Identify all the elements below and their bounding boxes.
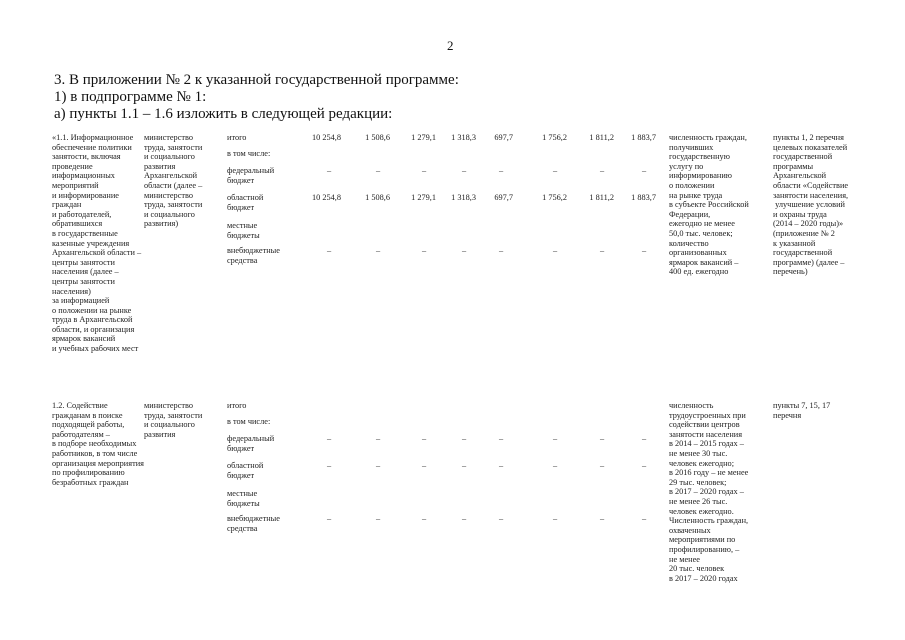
page-number: 2	[447, 38, 454, 53]
empty-value-dash: –	[422, 461, 427, 470]
executor-cell: министерство труда, занятости и социального развития	[144, 401, 203, 439]
empty-value-dash: –	[642, 434, 647, 443]
activity-cell: 1.2. Содействие гражданам в поиске подходящей работы, работодателям – в подборе необходимых работников, в том числе организация мероприятия по профилированию безработных граждан	[52, 401, 144, 487]
empty-value-dash: –	[422, 166, 427, 175]
funding-source-label: местные бюджеты	[227, 221, 260, 240]
empty-value-dash: –	[553, 246, 558, 255]
heading-line-2: 1) в подпрограмме № 1:	[54, 89, 207, 105]
empty-value-dash: –	[600, 514, 605, 523]
funding-source-label: в том числе:	[227, 149, 271, 158]
empty-value-dash: –	[327, 434, 332, 443]
funding-value: 1 508,6	[365, 133, 390, 142]
funding-value: 10 254,8	[311, 133, 341, 142]
funding-value: 1 883,7	[631, 133, 656, 142]
funding-value: 1 279,1	[411, 193, 436, 202]
funding-value: 1 508,6	[365, 193, 390, 202]
funding-source-label: внебюджетные средства	[227, 514, 280, 533]
empty-value-dash: –	[499, 514, 504, 523]
indicator-cell: численность трудоустроенных при содействии центров занятости населения в 2014 – 2015 годах – не менее 30 тыс. человек ежегодно; в 2016 году – не менее 29 тыс. человек; в 2017 – 2020 годах – не менее 26 тыс. человек ежегодно. Численность граждан, охваченных мероприятиями по профилированию, – не менее 20 тыс. человек в 2017 – 2020 годах	[669, 401, 749, 583]
funding-source-label: областной бюджет	[227, 461, 264, 480]
funding-source-label: внебюджетные средства	[227, 246, 280, 265]
funding-value: 1 883,7	[631, 193, 656, 202]
empty-value-dash: –	[642, 246, 647, 255]
indicator-cell: численность граждан, получивших государственную услугу по информированию о положении на рынке труда в субъекте Российской Федерации, ежегодно не менее 50,0 тыс. человек; количество организованных ярмарок вакансий – 400 ед. ежегодно	[669, 133, 749, 277]
empty-value-dash: –	[600, 461, 605, 470]
empty-value-dash: –	[462, 461, 467, 470]
empty-value-dash: –	[553, 166, 558, 175]
empty-value-dash: –	[642, 514, 647, 523]
empty-value-dash: –	[376, 514, 381, 523]
empty-value-dash: –	[422, 434, 427, 443]
funding-value: 10 254,8	[311, 193, 341, 202]
empty-value-dash: –	[600, 434, 605, 443]
empty-value-dash: –	[642, 166, 647, 175]
empty-value-dash: –	[462, 434, 467, 443]
empty-value-dash: –	[600, 246, 605, 255]
heading-line-1: 3. В приложении № 2 к указанной государственной программе:	[54, 72, 459, 88]
funding-source-label: итого	[227, 133, 247, 142]
empty-value-dash: –	[422, 246, 427, 255]
funding-source-label: областной бюджет	[227, 193, 264, 212]
funding-value: 1 279,1	[411, 133, 436, 142]
funding-value: 1 811,2	[589, 133, 614, 142]
empty-value-dash: –	[422, 514, 427, 523]
funding-value: 697,7	[494, 193, 513, 202]
funding-value: 1 811,2	[589, 193, 614, 202]
empty-value-dash: –	[376, 434, 381, 443]
empty-value-dash: –	[327, 461, 332, 470]
empty-value-dash: –	[376, 246, 381, 255]
heading-line-3: а) пункты 1.1 – 1.6 изложить в следующей редакции:	[54, 106, 393, 122]
empty-value-dash: –	[376, 166, 381, 175]
target-link-cell: пункты 1, 2 перечня целевых показателей государственной программы Архангельской области «Содействие занятости населения, улучшение условий и охраны труда (2014 – 2020 годы)» (приложение № 2 к указанной государственной программе) (далее – перечень)	[773, 133, 849, 277]
empty-value-dash: –	[499, 246, 504, 255]
funding-source-label: местные бюджеты	[227, 489, 260, 508]
funding-value: 1 318,3	[451, 133, 476, 142]
empty-value-dash: –	[553, 461, 558, 470]
funding-source-label: федеральный бюджет	[227, 166, 275, 185]
empty-value-dash: –	[462, 166, 467, 175]
funding-source-label: в том числе:	[227, 417, 271, 426]
empty-value-dash: –	[499, 434, 504, 443]
funding-value: 697,7	[494, 133, 513, 142]
funding-value: 1 756,2	[542, 133, 567, 142]
empty-value-dash: –	[553, 514, 558, 523]
empty-value-dash: –	[499, 461, 504, 470]
funding-source-label: федеральный бюджет	[227, 434, 275, 453]
empty-value-dash: –	[376, 461, 381, 470]
empty-value-dash: –	[642, 461, 647, 470]
activity-cell: «1.1. Информационное обеспечение политики занятости, включая проведение информационных мероприятий и информирование граждан и работодателей, обратившихся в государственные казенные учреждения Архангельской области – центры занятости населения (далее – центры занятости населения) за информацией о положении на рынке труда в Архангельской области, и организация ярмарок вакансий и учебных рабочих мест	[52, 133, 142, 354]
empty-value-dash: –	[327, 166, 332, 175]
funding-value: 1 756,2	[542, 193, 567, 202]
executor-cell: министерство труда, занятости и социального развития Архангельской области (далее – министерство труда, занятости и социального развития)	[144, 133, 203, 229]
target-link-cell: пункты 7, 15, 17 перечня	[773, 401, 831, 420]
funding-value: 1 318,3	[451, 193, 476, 202]
empty-value-dash: –	[327, 246, 332, 255]
empty-value-dash: –	[462, 514, 467, 523]
empty-value-dash: –	[553, 434, 558, 443]
empty-value-dash: –	[462, 246, 467, 255]
funding-source-label: итого	[227, 401, 247, 410]
empty-value-dash: –	[600, 166, 605, 175]
empty-value-dash: –	[327, 514, 332, 523]
empty-value-dash: –	[499, 166, 504, 175]
